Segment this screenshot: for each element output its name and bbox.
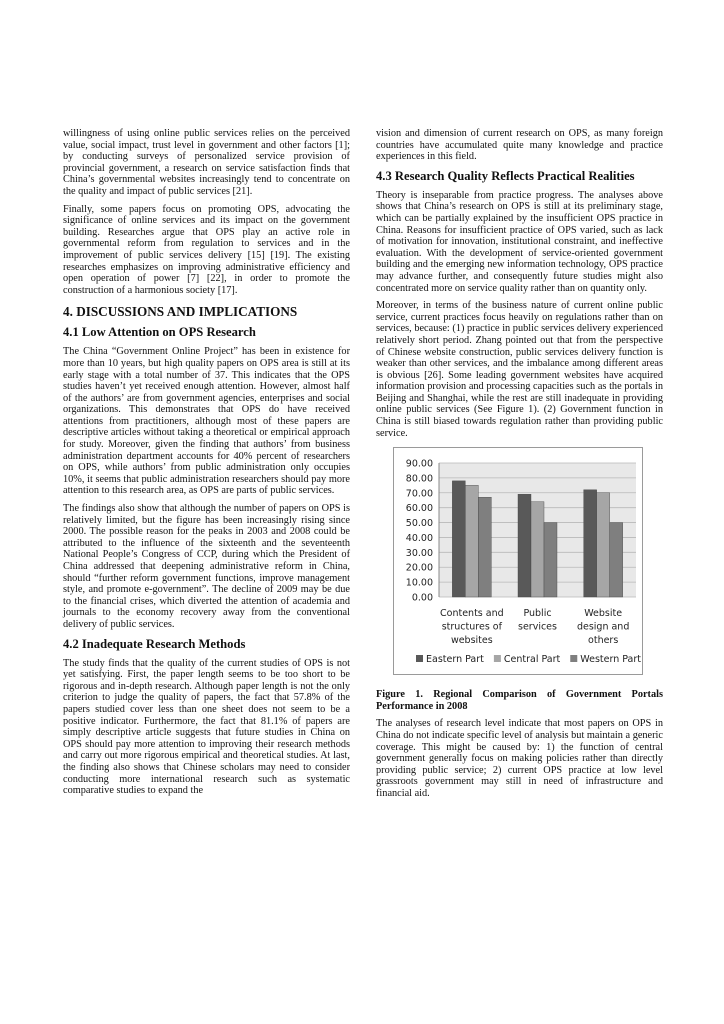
bar-central-part: [531, 502, 544, 597]
bar-western-part: [478, 497, 491, 597]
left-column: [63, 128, 350, 803]
bar-eastern-part: [518, 495, 531, 598]
right-column: [376, 128, 663, 806]
bar-western-part: [610, 523, 623, 597]
paragraph: Theory is inseparable from practice progress. The analyses above shows that China’s research on OPS is still at its preliminary stage, which can be partially explained by the insufficient OPS practice in China. Reasons for insufficient practice of OPS varied, such as lack of motivation for innovation, institutional constraint, and ineffective evaluation. With the development of service-oriented government building and the emerging new information technology, OPS practice may advance further, and consequently future studies might also concentrated more on service quality rather than on quantity only.: [376, 189, 663, 294]
paragraph: willingness of using online public services relies on the perceived value, social impact, trust level in government and other factors [1]; by conducting surveys of personalized service provision of provincial government, a research on service satisfaction finds that China’s governmental websites increasingly tend to concentrate on the quality and impact of public services [21].: [63, 128, 350, 197]
x-tick-label: others: [588, 635, 619, 647]
legend-label: Central Part: [503, 654, 561, 666]
y-tick-label: 60.00: [405, 503, 433, 515]
chart-svg: [394, 448, 642, 674]
subsection-heading: 4.1 Low Attention on OPS Research: [63, 325, 256, 340]
paragraph: Finally, some papers focus on promoting OPS, advocating the significance of online services and its impact on the government building. Researches argue that OPS play an active role in governmental reform from regulation to services and in the improvement of public services delivery [15] [19]. The existing researches emphasizes on improving administrative efficiency and open operation of power [7] [22], in order to promote the construction of a harmonious society [17].: [63, 203, 350, 296]
x-tick-label: websites: [450, 635, 493, 647]
y-tick-label: 70.00: [405, 488, 433, 500]
x-tick-label: structures of: [441, 621, 502, 633]
paragraph: The analyses of research level indicate that most papers on OPS in China do not indicate specific level of analysis but maintain a generic coverage. This might be caused by: 1) the function of central government generally focus on making policies rather than directly providing public service; 2) current OPS practice at low level grassroots government may still in need of infrastructure and financial aid.: [376, 718, 663, 799]
legend-swatch: [494, 655, 501, 662]
legend-swatch: [416, 655, 423, 662]
section-heading: 4. DISCUSSIONS AND IMPLICATIONS: [63, 304, 298, 320]
paragraph: vision and dimension of current research on OPS, as many foreign countries have accumulated quite many knowledge and practice experiences in this field.: [376, 128, 663, 163]
x-tick-label: design and: [576, 621, 630, 633]
y-tick-label: 20.00: [405, 562, 433, 574]
y-tick-label: 80.00: [405, 473, 433, 485]
bar-western-part: [544, 523, 557, 597]
paragraph: The China “Government Online Project” has been in existence for more than 10 years, but high quality papers on OPS area is still at its early stage with a total number of 37. This indicates that the OPS studies haven’t yet received enough attention. However, almost half of the authors’ are from government agencies, enterprises and social organizations. This demonstrates that OPS do have received attentions from practitioners, although most of these papers are descriptive articles without taking a theoretical or empirical approach for study. Moreover, given the finding that authors’ from business administration department accounts for 40% percent of researchers on OPS, while authors’ from public administration only occupies 10%, it seems that public administration researchers should pay more attention to this research area, as OPS are parts of public services.: [63, 346, 350, 497]
bar-eastern-part: [452, 481, 465, 597]
x-tick-label: Website: [584, 608, 623, 620]
x-tick-label: Contents and: [440, 608, 504, 620]
paragraph: The findings also show that although the number of papers on OPS is relatively limited, but the figure has been increasingly rising since 2000. The possible reason for the peaks in 2003 and 2008 could be attributed to the influence of the sixteenth and the seventeenth National People’s Congress of CCP, during which the President of China addressed that deepening administrative reform in China, should “further reform government functions, improve management style, and promote e-government”. The decline of 2009 may be due to the financial crises, which diverted the attention of academia and journals to the economy recovery away from the conventional delivery of public services.: [63, 503, 350, 630]
paragraph: Moreover, in terms of the business nature of current online public service, current practices focus heavily on regulations rather than on services, because: (1) practice in public services delivery experienced relatively short period. Zhang pointed out that from the perspective of Chinese website construction, public services delivery function is weaker than other services, and the imbalance among different areas is obvious [26]. Some leading government websites have acquired information provision and processing capacities such as the portals in Beijing and Shanghai, while the rest are still inadequate in providing online public services (See Figure 1). (2) Government function in China is still biased towards regulation rather than providing public service.: [376, 300, 663, 439]
y-tick-label: 0.00: [411, 592, 433, 604]
subsection-heading: 4.3 Research Quality Reflects Practical Realities: [376, 168, 635, 183]
y-tick-label: 40.00: [405, 533, 433, 545]
legend-label: Western Part: [580, 654, 641, 666]
bar-chart: [393, 447, 643, 675]
figure-caption: Figure 1. Regional Comparison of Government Portals Performance in 2008: [376, 689, 663, 712]
bar-central-part: [597, 493, 610, 597]
subsection-heading: 4.2 Inadequate Research Methods: [63, 636, 246, 651]
y-tick-label: 90.00: [405, 458, 433, 470]
y-tick-label: 30.00: [405, 548, 433, 560]
x-tick-label: services: [518, 621, 557, 633]
y-tick-label: 50.00: [405, 518, 433, 530]
paragraph: The study finds that the quality of the current studies of OPS is not yet satisfying. First, the paper length seems to be too short to be rigorous and in-depth research. Although paper length is not the only criterion to judge the quality of papers, the fact that 57.8% of the papers studied cover less than one sheet does not seem to be a positive indicator. Furthermore, the fact that 81.1% of papers are simply descriptive article suggests that future studies in China on OPS should pay more attention to improving their research methods and carry out more rigorous empirical and theoretical studies. At last, the finding also shows that Chinese scholars may need to consider conducting more international research such as systematic comparative studies to expand the: [63, 657, 350, 797]
x-tick-label: Public: [523, 608, 552, 620]
bar-eastern-part: [584, 490, 597, 597]
legend-swatch: [570, 655, 577, 662]
y-tick-label: 10.00: [405, 577, 433, 589]
legend-label: Eastern Part: [426, 654, 484, 666]
bar-central-part: [465, 486, 478, 598]
